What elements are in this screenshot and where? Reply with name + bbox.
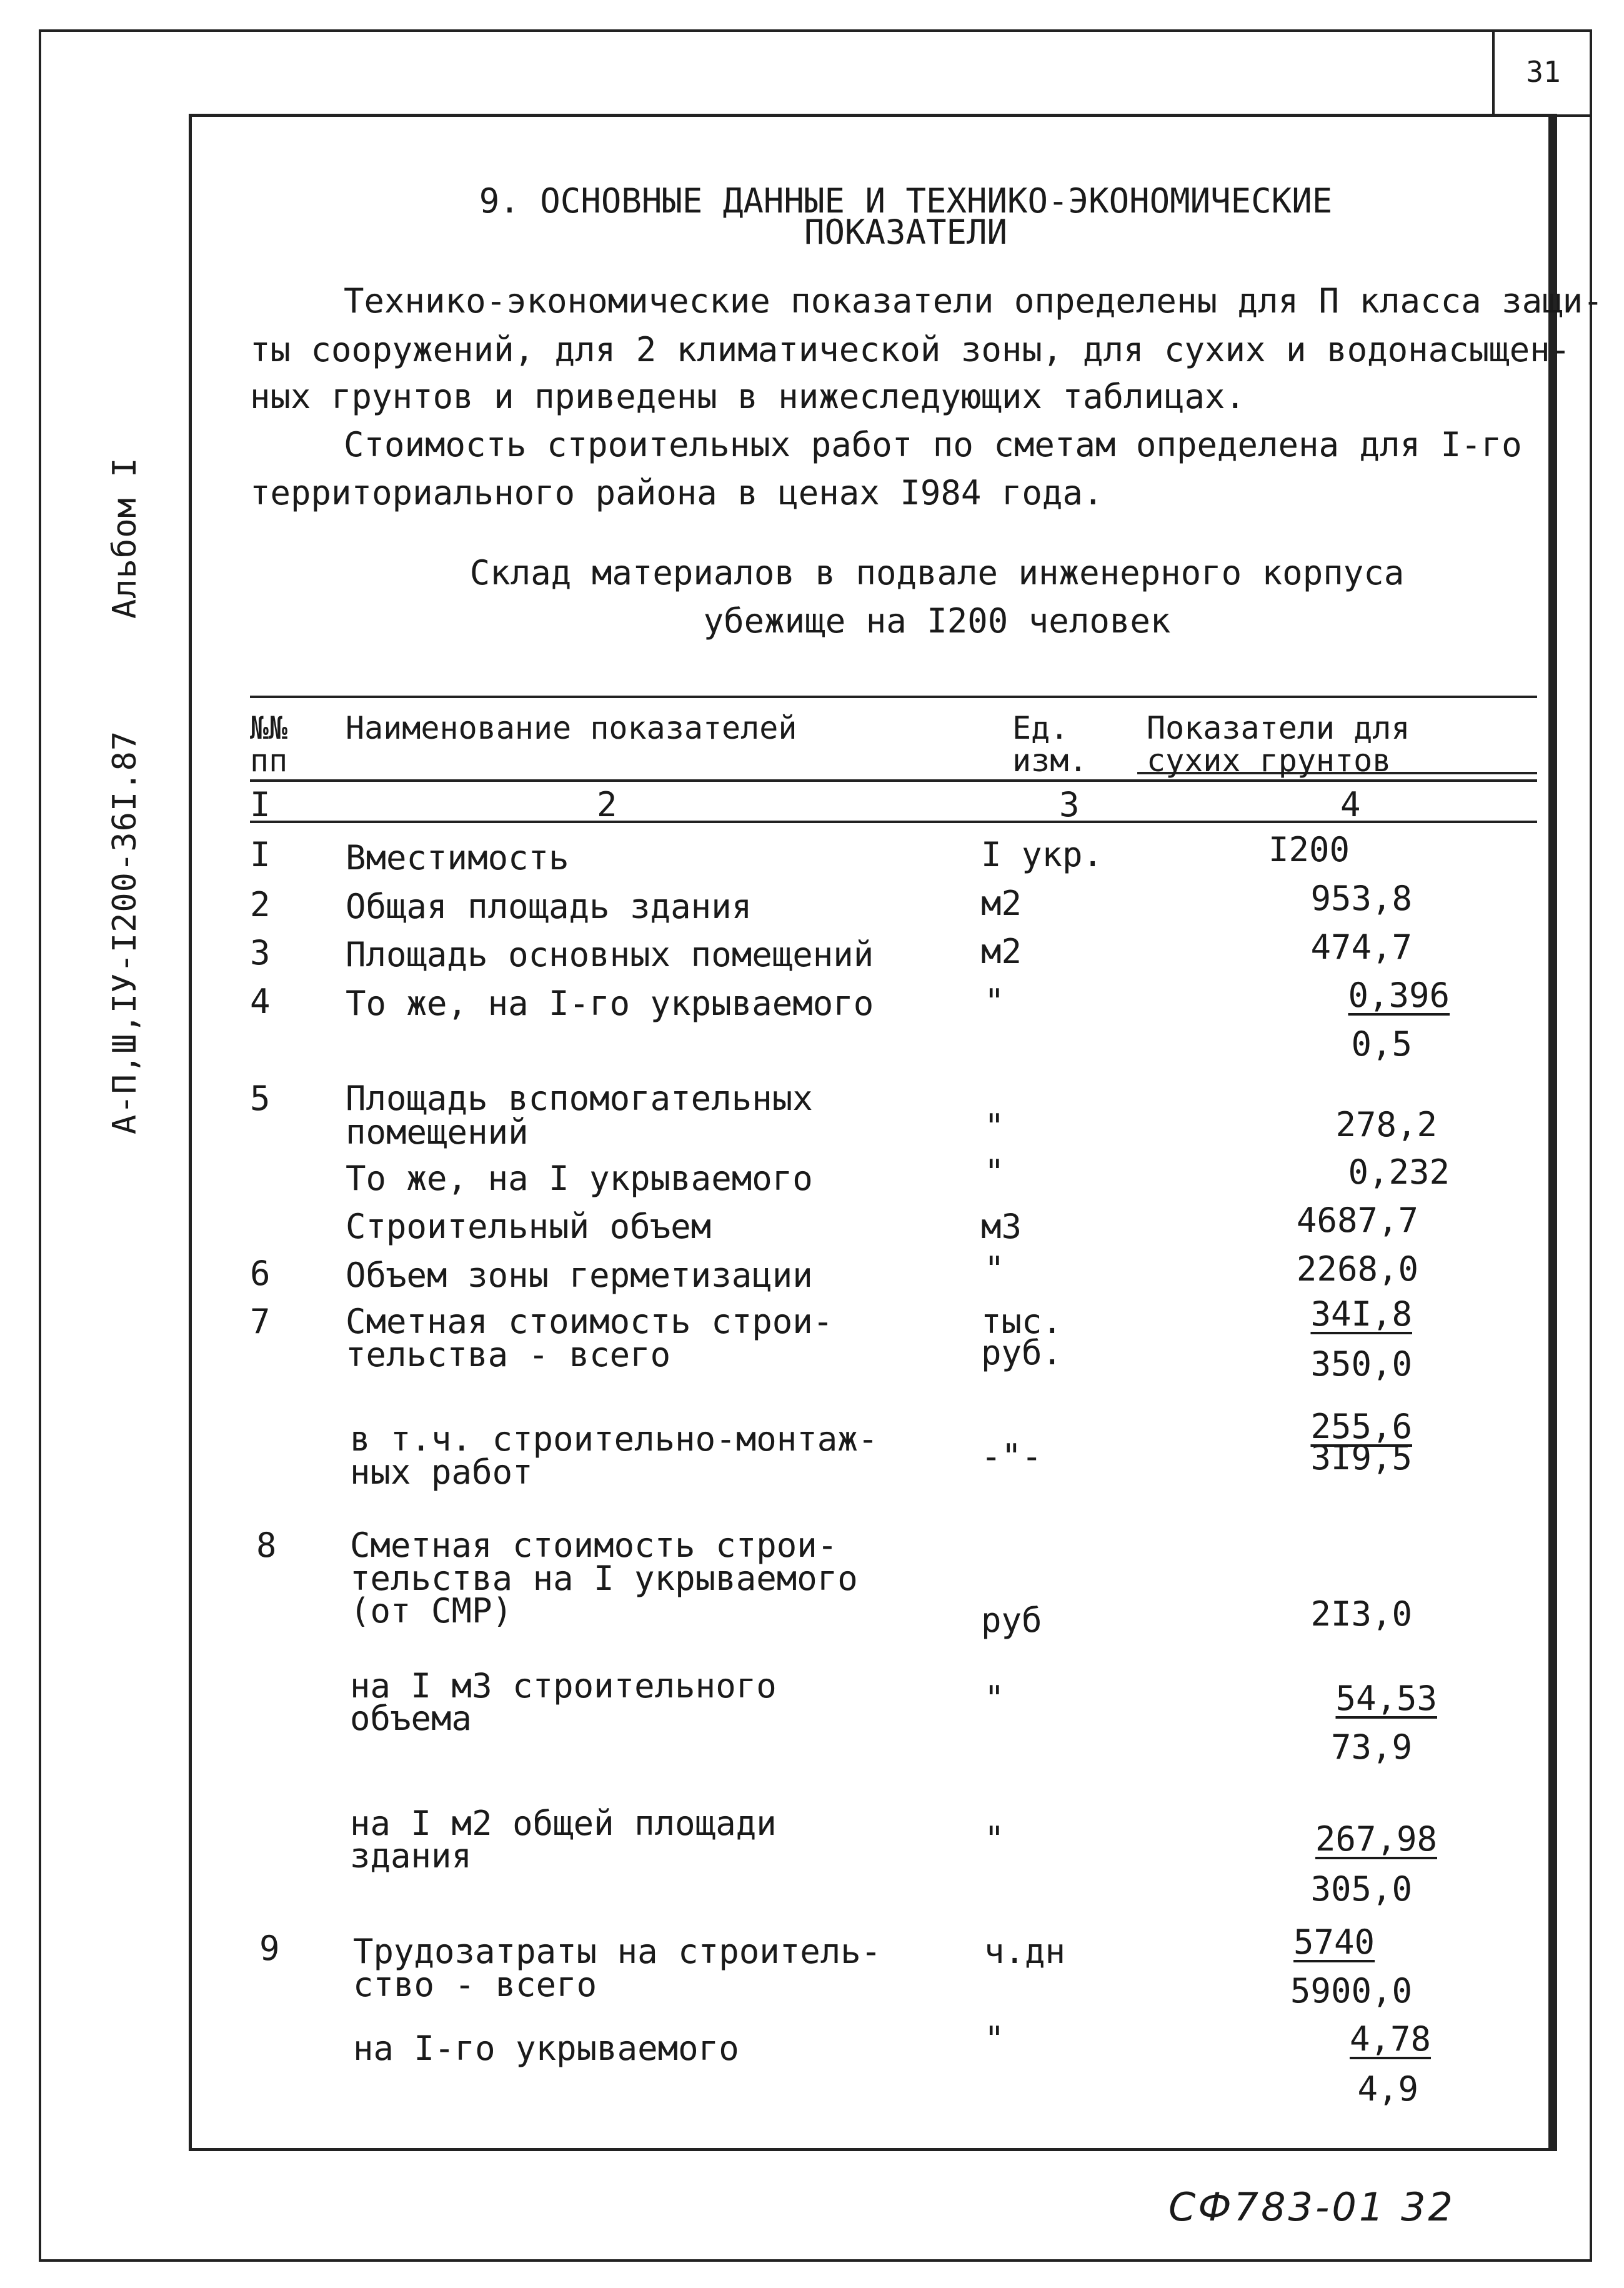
row-unit: ч.дн [984,1932,1066,1971]
row-number: 2 [250,885,271,924]
section-heading-line1: 9. ОСНОВНЫЕ ДАННЫЕ И ТЕХНИКО-ЭКОНОМИЧЕСКИЕ [479,181,1333,221]
column-number: 4 [1340,785,1361,824]
header-name: Наименование показателей [346,710,797,746]
row-unit: руб. [981,1333,1063,1372]
header-unit: Ед. [1012,710,1069,746]
row-value-top: 255,6 [1310,1407,1412,1446]
header-value: Показатели для [1147,710,1410,746]
column-number: I [250,785,271,824]
table-caption-line1: Склад материалов в подвале инженерного корпуса [469,553,1405,592]
row-value: I200 [1268,830,1350,869]
row-unit: " [984,1679,1005,1718]
row-value: 2268,0 [1296,1249,1418,1289]
intro-line: ных грунтов и приведены в нижеследующих таблицах. [250,377,1246,416]
row-name: Строительный объем [346,1207,712,1246]
row-name: То же, на I-го укрываемого [346,984,874,1023]
row-number: 8 [256,1526,277,1565]
header-value: сухих грунтов [1147,742,1392,779]
row-value: 278,2 [1335,1105,1437,1144]
row-unit: " [984,1152,1005,1192]
row-value-bottom: 350,0 [1310,1344,1412,1384]
document-stamp: СФ783-01 32 [1168,2184,1455,2230]
row-unit: -"- [981,1437,1042,1476]
row-name: ных работ [350,1452,533,1492]
row-value-bottom: 73,9 [1330,1727,1412,1767]
row-name: Объем зоны герметизации [346,1256,813,1295]
table-top-rule [250,696,1537,698]
column-number: 3 [1059,785,1080,824]
row-value-bottom: 305,0 [1310,1869,1412,1909]
row-value-top: 267,98 [1315,1819,1437,1859]
row-value-bottom: 4,9 [1357,2069,1418,2109]
row-unit: " [984,1249,1005,1289]
row-number: 6 [250,1254,271,1293]
row-name: в т.ч. строительно-монтаж- [350,1419,879,1459]
header-unit: изм. [1012,742,1088,779]
row-name: Сметная стоимость строи- [346,1302,834,1341]
row-name: Площадь вспомогательных [346,1079,813,1118]
row-value: 0,232 [1348,1152,1450,1192]
row-name: здания [350,1836,472,1876]
row-name: ство - всего [353,1965,597,2004]
row-unit: " [984,982,1005,1021]
intro-line: Стоимость строительных работ по сметам определена для I-го [344,425,1522,464]
row-name: Сметная стоимость строи- [350,1526,838,1565]
row-number: 5 [250,1079,271,1118]
side-document-code: А-П,Ш,IУ-I200-36I.87 [106,730,144,1134]
row-name: тельства - всего [346,1335,671,1374]
row-name: Площадь основных помещений [346,935,874,974]
row-name: Общая площадь здания [346,887,752,926]
row-value: 953,8 [1310,879,1412,918]
row-value-bottom: 0,5 [1351,1024,1412,1064]
row-name: помещений [346,1112,529,1152]
row-unit: м2 [981,932,1022,971]
row-number: 7 [250,1302,271,1341]
header-number: пп [250,742,288,779]
row-name: (от СМР) [350,1591,513,1631]
row-value-top: 0,396 [1348,976,1450,1015]
page-number: 31 [1492,29,1592,117]
header-number: №№ [250,710,288,746]
row-value: 474,7 [1310,927,1412,967]
table-header-rule [250,779,1537,782]
row-unit: м2 [981,884,1022,923]
intro-line: ты сооружений, для 2 климатической зоны, для сухих и водонасыщен- [250,330,1571,369]
row-name: тельства на I укрываемого [350,1559,858,1598]
column-number: 2 [597,785,617,824]
row-name: на I-го укрываемого [353,2029,739,2068]
row-unit: тыс. [981,1302,1063,1341]
row-name: Вместимость [346,838,569,877]
side-album-label: Альбом I [106,457,144,619]
row-value: 2I3,0 [1310,1594,1412,1634]
row-value: 4687,7 [1296,1201,1418,1240]
row-value-top: 34I,8 [1310,1294,1412,1334]
row-number: 4 [250,982,271,1021]
row-value-top: 5740 [1293,1922,1375,1962]
row-value-top: 4,78 [1349,2019,1431,2059]
row-unit: " [984,1107,1005,1146]
row-value-bottom: 3I9,5 [1310,1438,1412,1477]
table-caption-line2: убежище на I200 человек [703,601,1171,641]
intro-line: территориального района в ценах I984 года. [250,473,1103,512]
row-unit: руб [981,1601,1042,1640]
row-unit: I укр. [981,835,1103,874]
row-name: Трудозатраты на строитель- [353,1932,882,1971]
row-unit: м3 [981,1207,1022,1246]
row-name: на I м3 строительного [350,1666,777,1706]
section-heading-line2: ПОКАЗАТЕЛИ [804,212,1008,252]
row-name: объема [350,1699,472,1738]
row-value-top: 54,53 [1335,1679,1437,1718]
row-name: То же, на I укрываемого [346,1159,813,1198]
row-value-bottom: 5900,0 [1290,1971,1412,2011]
row-unit: " [984,1819,1005,1859]
row-number: I [250,835,271,874]
row-unit: " [984,2019,1005,2059]
row-number: 3 [250,933,271,972]
row-name: на I м2 общей площади [350,1804,777,1843]
row-number: 9 [259,1929,280,1968]
intro-line: Технико-экономические показатели определены для П класса защи- [344,281,1603,321]
